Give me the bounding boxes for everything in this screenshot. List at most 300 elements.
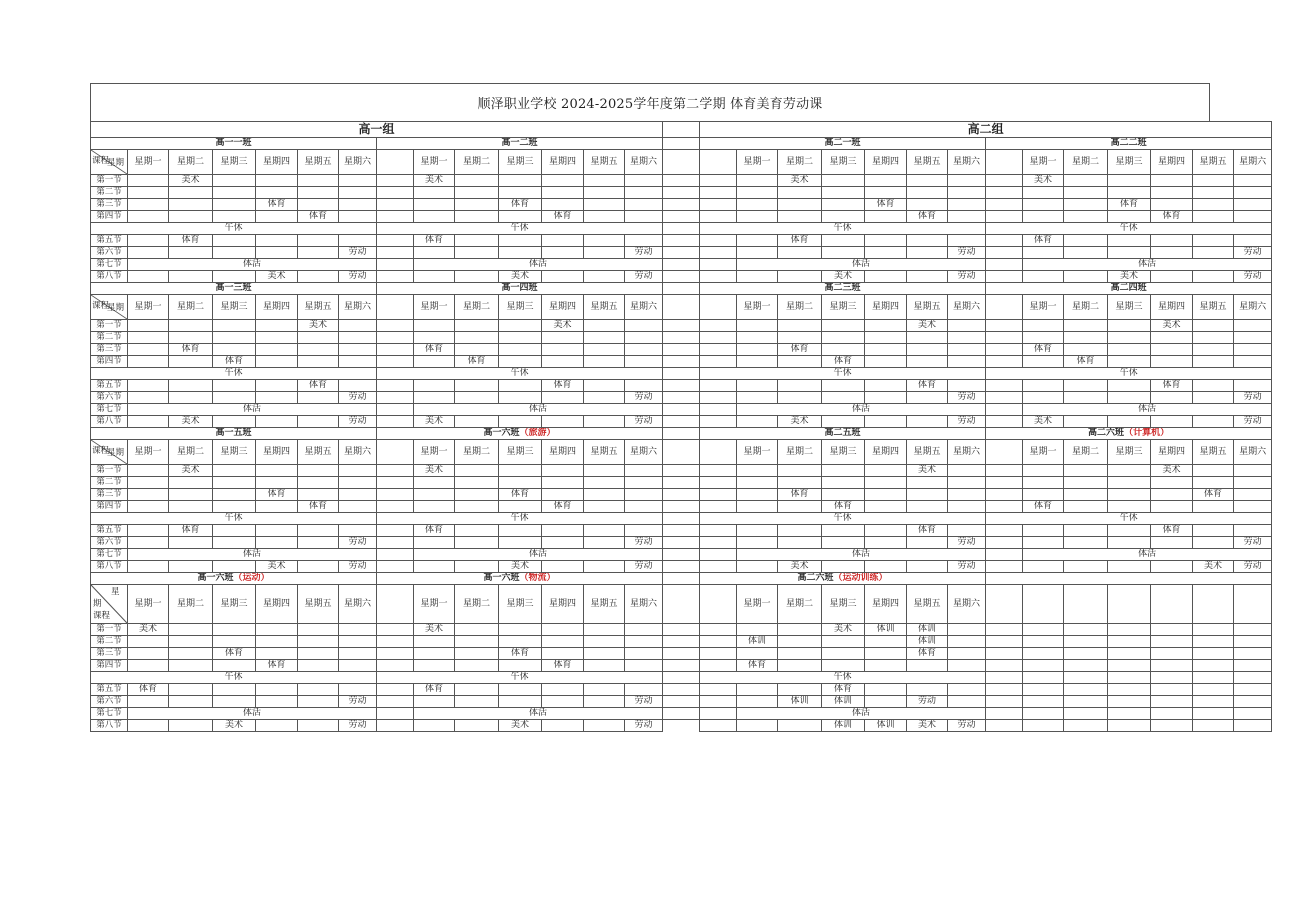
course-cell bbox=[414, 660, 455, 672]
course-cell bbox=[169, 501, 213, 513]
course-cell: 体育 bbox=[169, 344, 213, 356]
course-cell bbox=[256, 211, 298, 223]
course-cell bbox=[169, 332, 213, 344]
empty-cell bbox=[986, 672, 1023, 684]
course-cell bbox=[499, 465, 542, 477]
empty-cell bbox=[1023, 636, 1064, 648]
period-label bbox=[700, 271, 737, 283]
course-cell bbox=[455, 477, 499, 489]
course-cell bbox=[1064, 465, 1108, 477]
course-cell bbox=[948, 465, 986, 477]
activity-period-row: 体活 bbox=[737, 404, 986, 416]
course-cell bbox=[339, 235, 377, 247]
empty-cell bbox=[1023, 648, 1064, 660]
course-cell bbox=[414, 320, 455, 332]
period-label bbox=[377, 356, 414, 368]
period-label bbox=[700, 636, 737, 648]
course-cell bbox=[1151, 344, 1193, 356]
course-cell bbox=[1064, 537, 1108, 549]
course-cell bbox=[625, 624, 663, 636]
course-cell: 体育 bbox=[213, 356, 256, 368]
course-cell bbox=[1108, 525, 1151, 537]
course-cell bbox=[213, 380, 256, 392]
course-cell bbox=[584, 235, 625, 247]
course-cell bbox=[542, 561, 584, 573]
period-label bbox=[377, 271, 414, 283]
empty-cell bbox=[1064, 648, 1108, 660]
lunch-break-row: 午休 bbox=[377, 513, 663, 525]
weekday-header: 星期六 bbox=[948, 440, 986, 465]
course-cell bbox=[1151, 175, 1193, 187]
course-cell bbox=[169, 247, 213, 259]
course-cell bbox=[128, 320, 169, 332]
period-label bbox=[377, 380, 414, 392]
weekday-header: 星期三 bbox=[499, 440, 542, 465]
course-cell bbox=[298, 356, 339, 368]
empty-cell bbox=[1108, 720, 1151, 732]
course-cell: 体育 bbox=[778, 235, 822, 247]
empty-cell bbox=[1193, 585, 1234, 624]
course-cell bbox=[542, 525, 584, 537]
course-cell: 体育 bbox=[414, 344, 455, 356]
group-gap bbox=[663, 561, 700, 573]
period-label: 第二节 bbox=[91, 332, 128, 344]
course-cell bbox=[865, 525, 907, 537]
course-cell bbox=[455, 211, 499, 223]
course-cell: 体育 bbox=[298, 501, 339, 513]
course-cell bbox=[1193, 271, 1234, 283]
course-cell bbox=[298, 525, 339, 537]
course-cell bbox=[584, 537, 625, 549]
class-name: 高一一班 bbox=[215, 138, 252, 148]
course-cell bbox=[499, 380, 542, 392]
weekday-header: 星期二 bbox=[455, 585, 499, 624]
period-label bbox=[700, 660, 737, 672]
course-cell bbox=[1108, 489, 1151, 501]
empty-cell bbox=[1151, 708, 1193, 720]
empty-cell bbox=[1151, 636, 1193, 648]
group-gap bbox=[663, 477, 700, 489]
period-label bbox=[986, 465, 1023, 477]
course-cell bbox=[865, 696, 907, 708]
course-cell bbox=[907, 392, 948, 404]
group-gap bbox=[663, 648, 700, 660]
course-cell bbox=[1193, 332, 1234, 344]
empty-cell bbox=[1193, 636, 1234, 648]
period-label bbox=[377, 561, 414, 573]
course-cell bbox=[1151, 235, 1193, 247]
course-cell bbox=[778, 684, 822, 696]
weekday-header: 星期二 bbox=[169, 295, 213, 320]
course-cell bbox=[256, 525, 298, 537]
course-cell bbox=[128, 561, 169, 573]
group-gap bbox=[663, 684, 700, 696]
lunch-break-row: 午休 bbox=[377, 223, 663, 235]
course-cell: 体育 bbox=[542, 211, 584, 223]
empty-cell bbox=[1151, 660, 1193, 672]
course-cell bbox=[1151, 199, 1193, 211]
course-cell bbox=[499, 636, 542, 648]
course-cell bbox=[1023, 489, 1064, 501]
period-label: 第三节 bbox=[91, 489, 128, 501]
empty-cell bbox=[1234, 648, 1272, 660]
course-cell bbox=[542, 537, 584, 549]
course-cell bbox=[542, 187, 584, 199]
weekday-header: 星期五 bbox=[298, 440, 339, 465]
course-cell bbox=[1064, 320, 1108, 332]
course-cell bbox=[737, 175, 778, 187]
course-cell bbox=[907, 356, 948, 368]
course-cell bbox=[1151, 332, 1193, 344]
course-cell bbox=[1193, 344, 1234, 356]
empty-cell bbox=[1023, 708, 1064, 720]
course-cell bbox=[128, 235, 169, 247]
course-cell bbox=[625, 211, 663, 223]
period-label bbox=[986, 320, 1023, 332]
course-cell: 劳动 bbox=[1234, 416, 1272, 428]
empty-cell bbox=[1234, 624, 1272, 636]
lunch-break-row: 午休 bbox=[377, 368, 663, 380]
course-cell bbox=[822, 175, 865, 187]
course-cell bbox=[169, 477, 213, 489]
weekday-header: 星期二 bbox=[778, 295, 822, 320]
lunch-break-row: 午休 bbox=[700, 223, 986, 235]
course-cell bbox=[339, 320, 377, 332]
course-cell bbox=[865, 416, 907, 428]
course-cell: 美术 bbox=[822, 271, 865, 283]
empty-cell bbox=[1234, 585, 1272, 624]
period-label bbox=[986, 416, 1023, 428]
empty-cell bbox=[1193, 624, 1234, 636]
weekday-header: 星期五 bbox=[907, 295, 948, 320]
empty-cell bbox=[1064, 720, 1108, 732]
period-label bbox=[700, 549, 737, 561]
course-cell: 体育 bbox=[298, 380, 339, 392]
course-cell bbox=[865, 537, 907, 549]
course-cell bbox=[455, 199, 499, 211]
course-cell bbox=[737, 696, 778, 708]
course-cell bbox=[778, 392, 822, 404]
course-cell bbox=[542, 720, 584, 732]
course-cell bbox=[778, 636, 822, 648]
group-gap bbox=[663, 187, 700, 199]
course-cell bbox=[737, 537, 778, 549]
course-cell bbox=[822, 648, 865, 660]
course-cell bbox=[1064, 380, 1108, 392]
course-cell bbox=[1108, 561, 1151, 573]
weekday-header: 星期一 bbox=[737, 295, 778, 320]
course-cell bbox=[414, 720, 455, 732]
course-cell bbox=[1108, 465, 1151, 477]
course-cell bbox=[339, 175, 377, 187]
empty-cell bbox=[1234, 696, 1272, 708]
course-cell bbox=[948, 332, 986, 344]
period-label bbox=[700, 525, 737, 537]
empty-cell bbox=[1023, 696, 1064, 708]
course-cell bbox=[1234, 199, 1272, 211]
course-cell bbox=[1234, 344, 1272, 356]
course-cell bbox=[414, 648, 455, 660]
course-cell: 美术 bbox=[499, 271, 542, 283]
weekday-header: 星期三 bbox=[1108, 150, 1151, 175]
course-cell: 美术 bbox=[499, 720, 542, 732]
course-cell bbox=[128, 537, 169, 549]
course-cell: 体育 bbox=[1151, 211, 1193, 223]
weekday-header: 星期三 bbox=[822, 585, 865, 624]
course-cell bbox=[542, 684, 584, 696]
weekday-header: 星期六 bbox=[948, 150, 986, 175]
course-cell: 劳动 bbox=[339, 720, 377, 732]
course-cell bbox=[455, 187, 499, 199]
course-cell: 体训 bbox=[822, 720, 865, 732]
empty-cell bbox=[1193, 660, 1234, 672]
period-label bbox=[986, 175, 1023, 187]
period-label: 第六节 bbox=[91, 696, 128, 708]
course-cell bbox=[1193, 187, 1234, 199]
group-gap bbox=[663, 295, 700, 320]
course-cell bbox=[907, 537, 948, 549]
group-gap bbox=[663, 708, 700, 720]
weekday-header: 星期三 bbox=[1108, 440, 1151, 465]
course-cell bbox=[1108, 320, 1151, 332]
course-cell bbox=[256, 636, 298, 648]
course-cell: 劳动 bbox=[625, 271, 663, 283]
course-cell bbox=[737, 320, 778, 332]
corner-weekday-label: 星期 bbox=[106, 158, 124, 168]
corner-header bbox=[91, 295, 128, 320]
period-label bbox=[700, 332, 737, 344]
empty-cell bbox=[1193, 684, 1234, 696]
weekday-header: 星期六 bbox=[625, 150, 663, 175]
course-cell bbox=[1234, 235, 1272, 247]
course-cell bbox=[213, 561, 256, 573]
course-cell bbox=[1064, 416, 1108, 428]
empty-cell bbox=[1193, 696, 1234, 708]
empty-cell bbox=[1151, 684, 1193, 696]
activity-period-row: 体活 bbox=[414, 708, 663, 720]
course-cell bbox=[298, 636, 339, 648]
course-cell bbox=[499, 696, 542, 708]
course-cell bbox=[737, 380, 778, 392]
weekday-header: 星期四 bbox=[256, 585, 298, 624]
course-cell bbox=[213, 636, 256, 648]
class-title bbox=[700, 573, 986, 585]
course-cell bbox=[1108, 537, 1151, 549]
period-label: 第五节 bbox=[91, 380, 128, 392]
course-cell bbox=[778, 501, 822, 513]
course-cell: 美术 bbox=[778, 416, 822, 428]
course-cell bbox=[128, 489, 169, 501]
course-cell bbox=[625, 648, 663, 660]
class-name: 高二一班 bbox=[824, 138, 861, 148]
period-label bbox=[700, 320, 737, 332]
course-cell bbox=[625, 477, 663, 489]
course-cell: 美术 bbox=[169, 416, 213, 428]
period-label bbox=[377, 624, 414, 636]
course-cell bbox=[737, 211, 778, 223]
period-label bbox=[377, 235, 414, 247]
course-cell bbox=[1151, 247, 1193, 259]
period-label bbox=[377, 684, 414, 696]
class-name: 高一二班 bbox=[501, 138, 538, 148]
course-cell bbox=[822, 187, 865, 199]
weekday-header: 星期六 bbox=[339, 440, 377, 465]
course-cell bbox=[1023, 271, 1064, 283]
course-cell bbox=[256, 720, 298, 732]
course-cell bbox=[1151, 392, 1193, 404]
course-cell bbox=[128, 211, 169, 223]
course-cell bbox=[948, 684, 986, 696]
course-cell bbox=[542, 271, 584, 283]
course-cell bbox=[907, 175, 948, 187]
group-gap bbox=[663, 271, 700, 283]
course-cell bbox=[625, 356, 663, 368]
period-label bbox=[700, 175, 737, 187]
empty-cell bbox=[1064, 585, 1108, 624]
course-cell bbox=[1108, 380, 1151, 392]
course-cell bbox=[948, 235, 986, 247]
group-gap bbox=[663, 404, 700, 416]
course-cell bbox=[256, 648, 298, 660]
course-cell bbox=[542, 489, 584, 501]
course-cell bbox=[1064, 175, 1108, 187]
course-cell bbox=[584, 720, 625, 732]
period-label bbox=[700, 211, 737, 223]
course-cell bbox=[1193, 465, 1234, 477]
course-cell: 体育 bbox=[256, 199, 298, 211]
course-cell: 体育 bbox=[414, 235, 455, 247]
empty-cell bbox=[1064, 636, 1108, 648]
lunch-break-row: 午休 bbox=[986, 513, 1272, 525]
class-major-label: （计算机） bbox=[1124, 428, 1170, 438]
period-label bbox=[986, 356, 1023, 368]
period-label bbox=[377, 465, 414, 477]
period-label bbox=[700, 477, 737, 489]
course-cell bbox=[865, 320, 907, 332]
group-gap bbox=[663, 636, 700, 648]
course-cell bbox=[213, 235, 256, 247]
course-cell bbox=[822, 199, 865, 211]
course-cell: 体育 bbox=[169, 235, 213, 247]
course-cell bbox=[455, 380, 499, 392]
course-cell: 体育 bbox=[542, 660, 584, 672]
period-label bbox=[377, 175, 414, 187]
course-cell bbox=[1064, 332, 1108, 344]
course-cell bbox=[455, 320, 499, 332]
course-cell bbox=[499, 175, 542, 187]
group-gap bbox=[663, 368, 700, 380]
course-cell bbox=[499, 392, 542, 404]
course-cell: 劳动 bbox=[1234, 561, 1272, 573]
period-label bbox=[986, 344, 1023, 356]
period-label: 第六节 bbox=[91, 392, 128, 404]
activity-period-row: 体活 bbox=[737, 259, 986, 271]
course-cell: 体训 bbox=[865, 624, 907, 636]
course-cell bbox=[128, 501, 169, 513]
course-cell bbox=[907, 684, 948, 696]
course-cell bbox=[256, 332, 298, 344]
empty-cell bbox=[1108, 624, 1151, 636]
weekday-header: 星期二 bbox=[778, 585, 822, 624]
weekday-header: 星期六 bbox=[625, 440, 663, 465]
period-label bbox=[986, 247, 1023, 259]
course-cell bbox=[455, 696, 499, 708]
course-cell bbox=[499, 525, 542, 537]
course-cell bbox=[455, 271, 499, 283]
course-cell bbox=[1108, 477, 1151, 489]
course-cell bbox=[778, 465, 822, 477]
course-cell bbox=[1193, 235, 1234, 247]
course-cell bbox=[1064, 211, 1108, 223]
course-cell bbox=[542, 356, 584, 368]
course-cell bbox=[737, 720, 778, 732]
activity-period-row: 体活 bbox=[414, 404, 663, 416]
course-cell bbox=[213, 525, 256, 537]
course-cell bbox=[1193, 537, 1234, 549]
empty-cell bbox=[1193, 720, 1234, 732]
course-cell bbox=[865, 489, 907, 501]
weekday-header: 星期一 bbox=[128, 585, 169, 624]
course-cell: 美术 bbox=[1108, 271, 1151, 283]
course-cell bbox=[1064, 525, 1108, 537]
course-cell bbox=[339, 636, 377, 648]
activity-period-row: 体活 bbox=[737, 549, 986, 561]
course-cell bbox=[256, 684, 298, 696]
course-cell: 美术 bbox=[907, 465, 948, 477]
course-cell bbox=[584, 247, 625, 259]
course-cell bbox=[625, 660, 663, 672]
course-cell bbox=[1234, 187, 1272, 199]
group-gap bbox=[663, 235, 700, 247]
course-cell bbox=[542, 465, 584, 477]
group-gap bbox=[663, 356, 700, 368]
period-label bbox=[986, 501, 1023, 513]
weekday-header: 星期四 bbox=[256, 150, 298, 175]
empty-cell bbox=[986, 585, 1023, 624]
course-cell bbox=[625, 380, 663, 392]
course-cell bbox=[865, 332, 907, 344]
course-cell bbox=[542, 477, 584, 489]
course-cell bbox=[169, 392, 213, 404]
corner-labels: 星 期 课程 bbox=[93, 587, 120, 621]
empty-cell bbox=[1193, 708, 1234, 720]
period-label: 第四节 bbox=[91, 211, 128, 223]
weekday-header: 星期五 bbox=[298, 150, 339, 175]
course-cell bbox=[298, 489, 339, 501]
group-gap bbox=[663, 122, 700, 138]
course-cell: 美术 bbox=[256, 271, 298, 283]
group-gap bbox=[663, 624, 700, 636]
course-cell bbox=[339, 187, 377, 199]
period-label: 第六节 bbox=[91, 247, 128, 259]
course-cell bbox=[1234, 332, 1272, 344]
corner-weekday-label: 星期 bbox=[106, 303, 124, 313]
lunch-break-row: 午休 bbox=[986, 368, 1272, 380]
course-cell: 美术 bbox=[822, 624, 865, 636]
weekday-header: 星期一 bbox=[1023, 150, 1064, 175]
course-cell bbox=[128, 380, 169, 392]
course-cell bbox=[169, 489, 213, 501]
course-cell bbox=[414, 211, 455, 223]
period-label bbox=[986, 332, 1023, 344]
course-cell bbox=[737, 187, 778, 199]
course-cell bbox=[339, 624, 377, 636]
course-cell bbox=[213, 624, 256, 636]
course-cell bbox=[1023, 247, 1064, 259]
course-cell bbox=[256, 392, 298, 404]
course-cell bbox=[499, 211, 542, 223]
weekday-header: 星期四 bbox=[256, 295, 298, 320]
